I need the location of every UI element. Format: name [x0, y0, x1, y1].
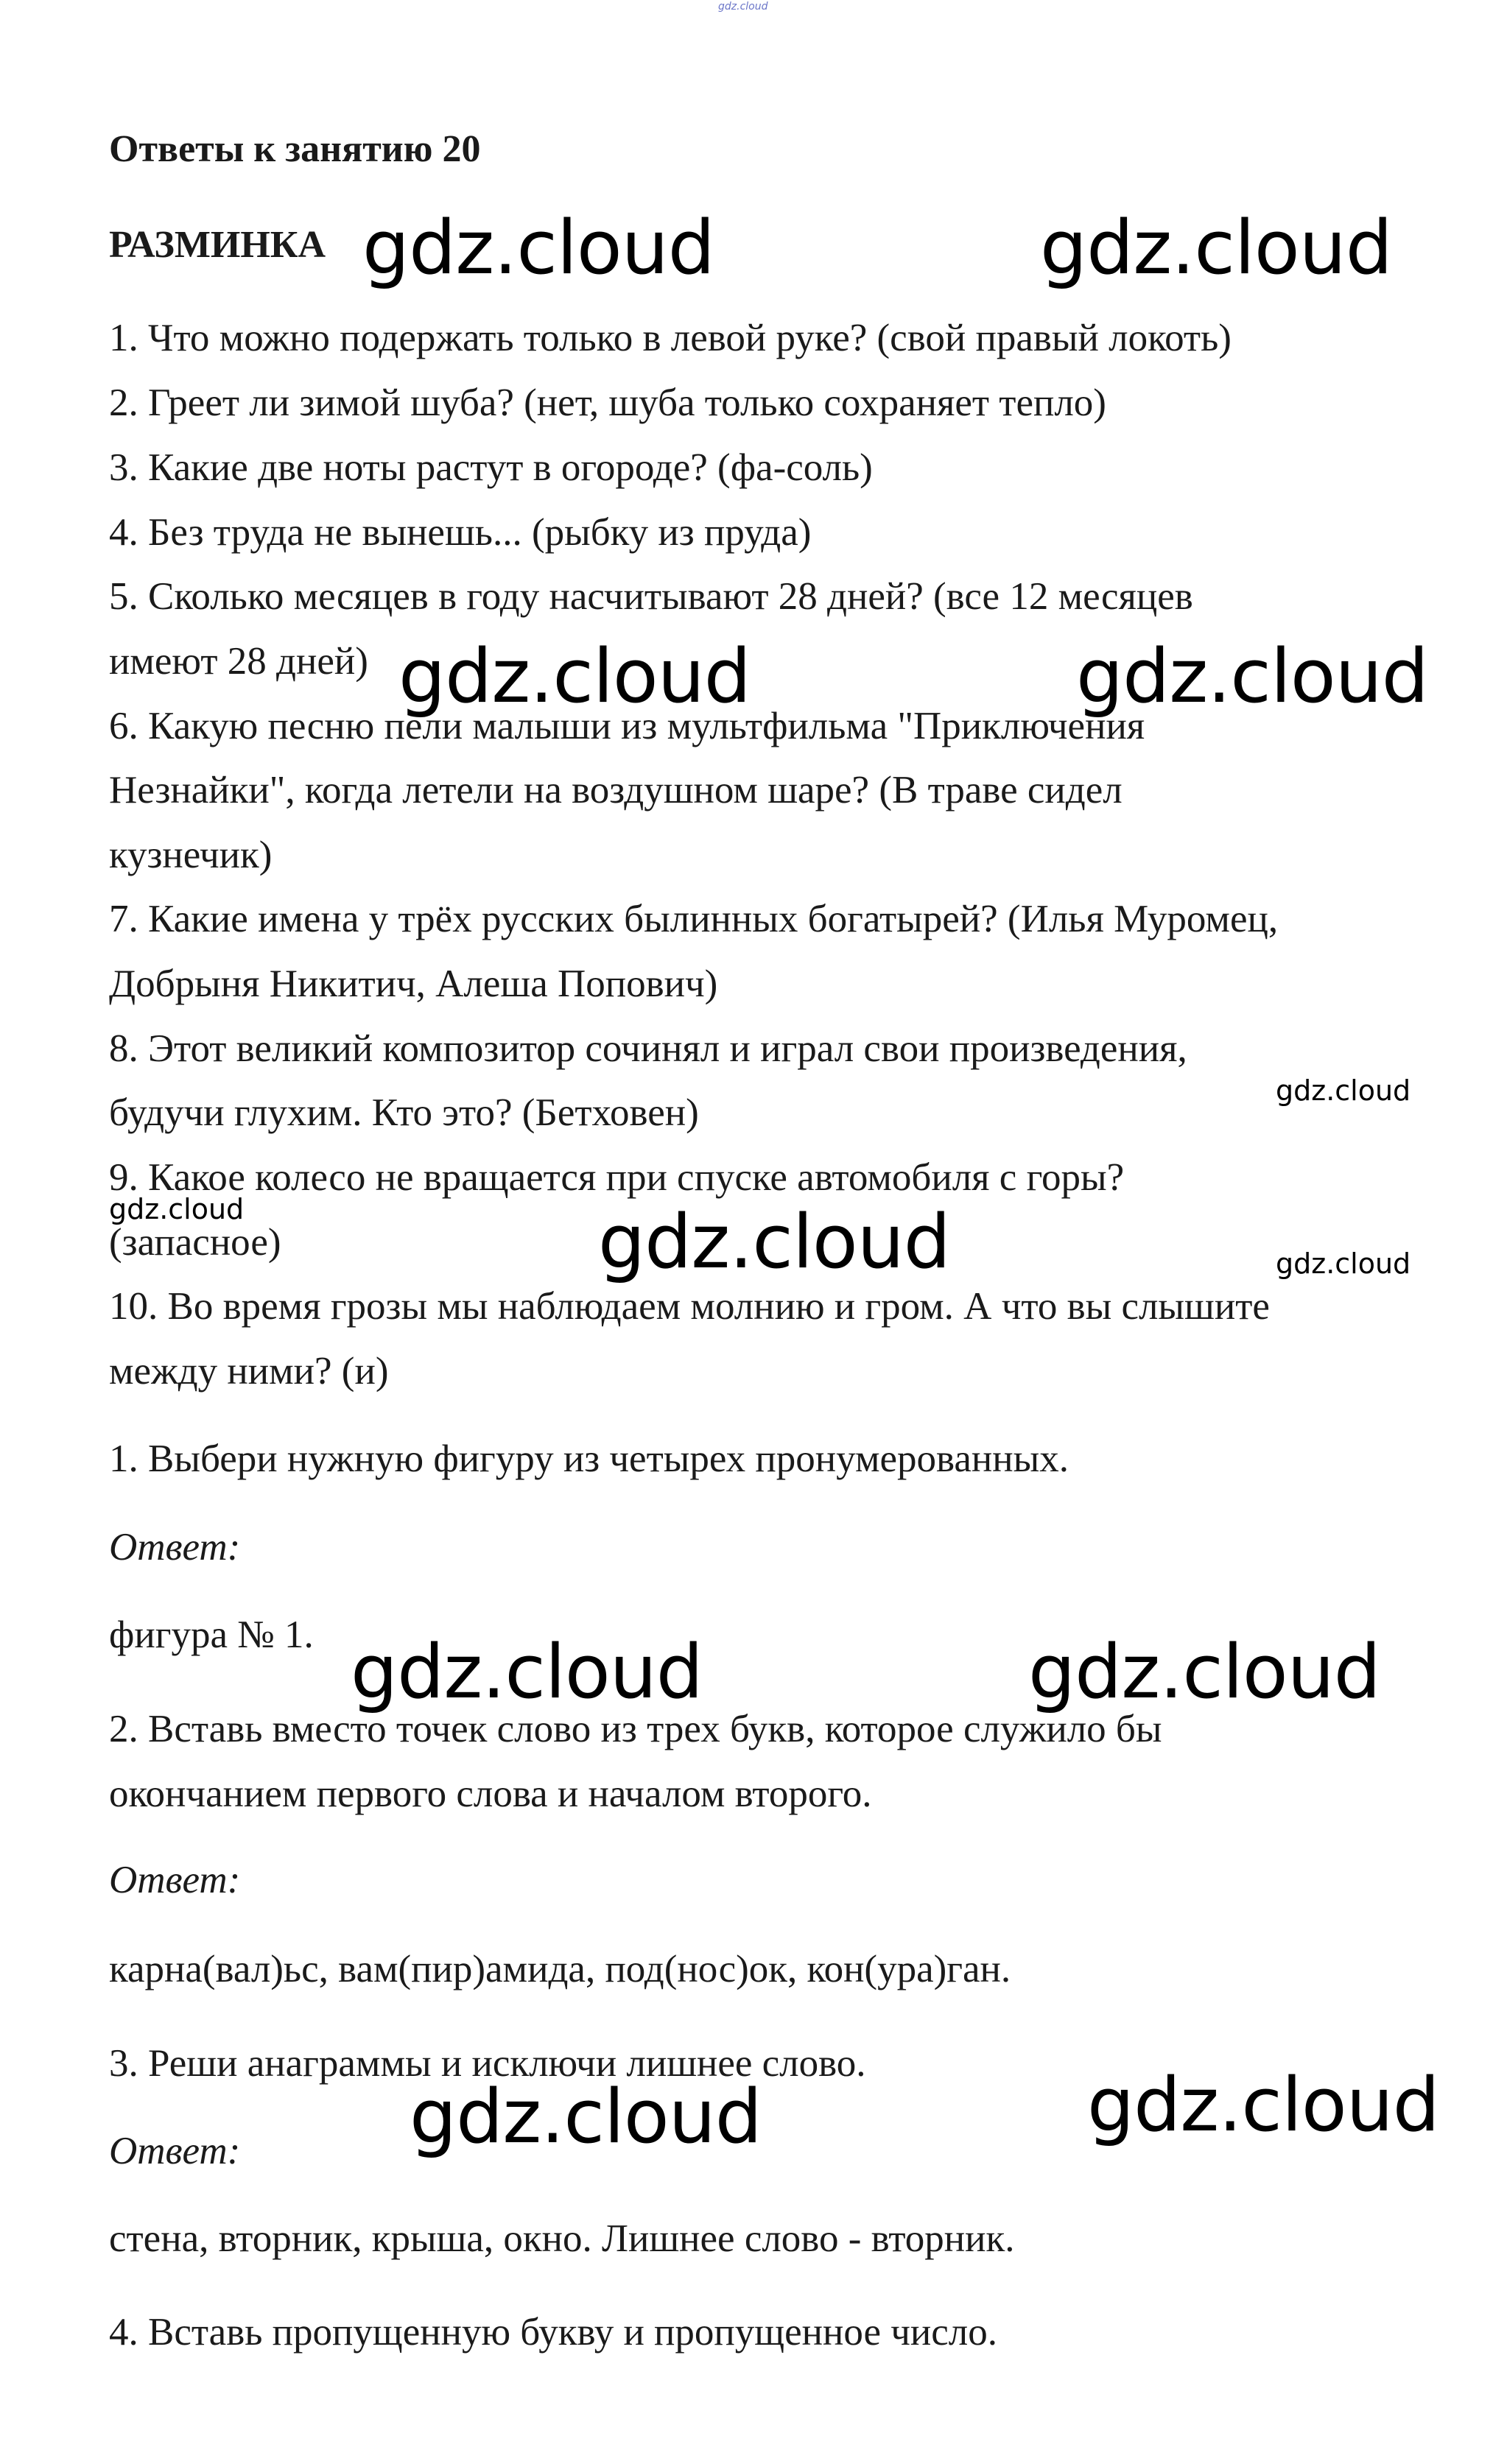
- warmup-line: 10. Во время грозы мы наблюдаем молнию и гром. А что вы слышите: [109, 1285, 1270, 1328]
- watermark: gdz.cloud: [1028, 1628, 1380, 1715]
- task-4-question: 4. Вставь пропущенную букву и пропущенное число.: [109, 2311, 998, 2354]
- task-2-question: окончанием первого слова и началом второго.: [109, 1773, 872, 1815]
- warmup-line: Добрыня Никитич, Алеша Попович): [109, 962, 718, 1005]
- warmup-line: 4. Без труда не вынешь... (рыбку из пруда): [109, 511, 812, 554]
- watermark: gdz.cloud: [398, 633, 751, 719]
- task-1-question: 1. Выбери нужную фигуру из четырех пронумерованных.: [109, 1437, 1069, 1480]
- warmup-line: между ними? (и): [109, 1350, 389, 1393]
- page-title: Ответы к занятию 20: [109, 128, 481, 170]
- section-heading: РАЗМИНКА: [109, 224, 326, 266]
- warmup-line: Незнайки", когда летели на воздушном шаре? (В траве сидел: [109, 769, 1123, 812]
- watermark: gdz.cloud: [598, 1198, 950, 1285]
- task-3-answer-label: Ответ:: [109, 2130, 241, 2172]
- warmup-line: 7. Какие имена у трёх русских былинных богатырей? (Илья Муромец,: [109, 898, 1279, 940]
- warmup-line: 2. Греет ли зимой шуба? (нет, шуба только сохраняет тепло): [109, 381, 1106, 424]
- warmup-line: 5. Сколько месяцев в году насчитывают 28 дней? (все 12 месяцев: [109, 575, 1193, 618]
- watermark: gdz.cloud: [1276, 1074, 1411, 1107]
- watermark: gdz.cloud: [1076, 633, 1428, 719]
- watermark-top: gdz.cloud: [718, 1, 768, 13]
- watermark: gdz.cloud: [362, 204, 714, 291]
- warmup-line: 3. Какие две ноты растут в огороде? (фа-соль): [109, 446, 873, 489]
- task-2-answer-label: Ответ:: [109, 1859, 241, 1901]
- watermark: gdz.cloud: [1087, 2061, 1439, 2148]
- task-3-answer: стена, вторник, крыша, окно. Лишнее слово - вторник.: [109, 2217, 1015, 2260]
- warmup-line: 9. Какое колесо не вращается при спуске автомобиля с горы?: [109, 1156, 1125, 1199]
- task-1-answer-label: Ответ:: [109, 1526, 241, 1569]
- watermark: gdz.cloud: [109, 1193, 245, 1225]
- watermark: gdz.cloud: [410, 2073, 762, 2160]
- watermark: gdz.cloud: [351, 1628, 703, 1715]
- watermark: gdz.cloud: [1276, 1247, 1411, 1280]
- warmup-line: 6. Какую песню пели малыши из мультфильма "Приключения: [109, 705, 1145, 747]
- task-2-answer: карна(вал)ьс, вам(пир)амида, под(нос)ок, кон(ура)ган.: [109, 1948, 1011, 1990]
- task-1-answer: фигура № 1.: [109, 1613, 314, 1656]
- task-3-question: 3. Реши анаграммы и исключи лишнее слово.: [109, 2042, 866, 2085]
- warmup-line: 8. Этот великий композитор сочинял и играл свои произведения,: [109, 1027, 1187, 1070]
- watermark: gdz.cloud: [1040, 204, 1392, 291]
- warmup-line: (запасное): [109, 1221, 281, 1264]
- warmup-line: кузнечик): [109, 834, 273, 876]
- warmup-line: имеют 28 дней): [109, 640, 368, 683]
- task-2-question: 2. Вставь вместо точек слово из трех букв, которое служило бы: [109, 1708, 1162, 1750]
- warmup-line: 1. Что можно подержать только в левой руке? (свой правый локоть): [109, 317, 1232, 359]
- warmup-line: будучи глухим. Кто это? (Бетховен): [109, 1091, 699, 1134]
